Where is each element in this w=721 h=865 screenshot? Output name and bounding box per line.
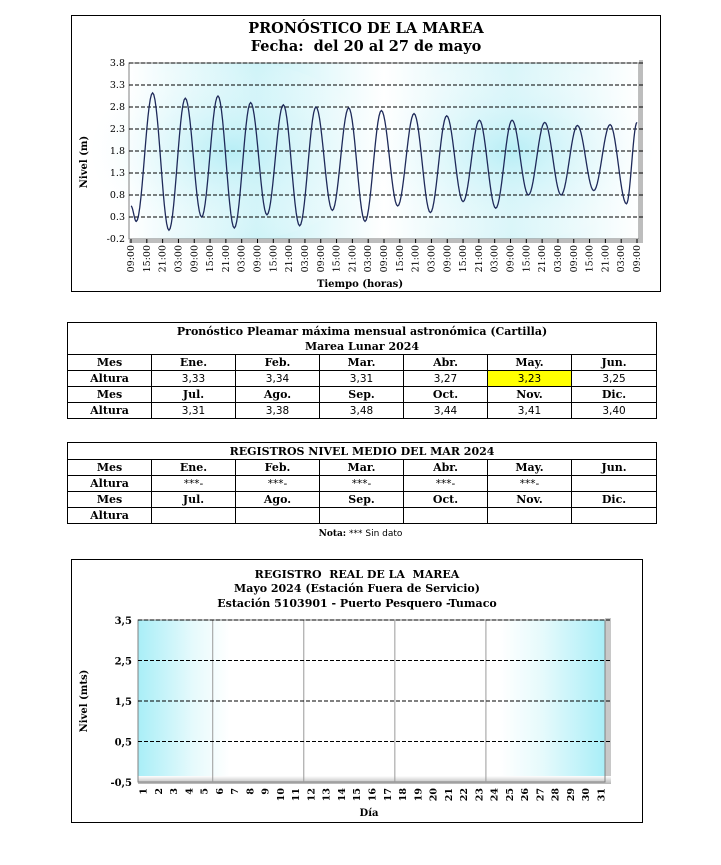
height-cell — [152, 508, 236, 524]
x-tick-label: 16 — [367, 788, 379, 802]
x-tick-label: 6 — [214, 788, 226, 795]
row-label-height: Altura — [68, 476, 152, 492]
x-tick-label: 21:00 — [284, 245, 296, 273]
x-tick-label: 15:00 — [205, 245, 217, 273]
y-tick-label: 0.3 — [109, 212, 125, 223]
month-cell: Jul. — [152, 387, 236, 403]
row-label-month: Mes — [68, 387, 152, 403]
mean-sea-level-table — [67, 442, 657, 524]
x-tick-label: 1 — [138, 788, 150, 795]
row-label-month: Mes — [68, 492, 152, 508]
real-x-axis-label: Día — [359, 808, 379, 819]
y-tick-label: 0.8 — [109, 190, 125, 201]
forecast-plot — [72, 16, 660, 291]
x-tick-label: 15 — [352, 788, 364, 802]
y-tick-label: 1,5 — [114, 697, 132, 708]
month-cell: Feb. — [236, 355, 320, 371]
x-tick-label: 15:00 — [458, 245, 470, 273]
table-row — [68, 371, 657, 387]
y-tick-label: 0,5 — [114, 737, 132, 749]
x-tick-label: 2 — [153, 788, 165, 795]
x-tick-label: 09:00 — [568, 245, 580, 273]
x-tick-label: 21 — [443, 788, 455, 802]
real-y-ticks — [110, 616, 132, 789]
table-row — [68, 476, 657, 492]
month-cell: Abr. — [404, 355, 488, 371]
y-tick-label: 2,5 — [114, 656, 132, 668]
table-row — [68, 403, 657, 419]
table-row — [68, 387, 657, 403]
y-tick-label: -0,5 — [110, 778, 132, 789]
height-cell — [236, 508, 320, 524]
x-tick-label: 09:00 — [126, 245, 137, 273]
x-tick-label: 11 — [291, 788, 303, 802]
forecast-y-axis-label: Nivel (m) — [79, 135, 90, 189]
y-tick-label: 2.3 — [109, 124, 125, 135]
table-note — [0, 529, 721, 539]
y-tick-label: 1.8 — [109, 146, 125, 157]
month-cell: Oct. — [404, 492, 488, 508]
x-tick-label: 18 — [398, 788, 410, 802]
x-tick-label: 21:00 — [157, 245, 169, 273]
height-cell: 3,48 — [320, 403, 404, 419]
height-cell: ***- — [320, 476, 404, 492]
month-cell: Dic. — [572, 387, 657, 403]
month-cell: Mar. — [320, 460, 404, 476]
row-label-height: Altura — [68, 371, 152, 387]
x-tick-label: 03:00 — [299, 245, 311, 273]
month-cell: Dic. — [572, 492, 657, 508]
y-tick-label: 1.3 — [109, 168, 125, 179]
y-tick-label: 3,5 — [114, 616, 132, 627]
month-cell: Jun. — [572, 460, 657, 476]
height-cell: 3,34 — [236, 371, 320, 387]
row-label-height: Altura — [68, 403, 152, 419]
table-row — [68, 460, 657, 476]
month-cell: Feb. — [236, 460, 320, 476]
row-label-month: Mes — [68, 460, 152, 476]
x-tick-label: 19 — [413, 788, 425, 802]
x-tick-label: 17 — [382, 788, 394, 802]
height-cell: 3,31 — [320, 371, 404, 387]
height-cell: 3,44 — [404, 403, 488, 419]
x-tick-label: 10 — [275, 788, 287, 802]
table-row — [68, 492, 657, 508]
x-tick-label: 14 — [336, 788, 348, 802]
real-y-axis-label: Nivel (mts) — [79, 669, 90, 733]
height-cell — [320, 508, 404, 524]
month-cell: Mar. — [320, 355, 404, 371]
monthly-high-subtitle: Marea Lunar 2024 — [68, 339, 657, 355]
x-tick-label: 30 — [581, 788, 593, 802]
tide-forecast-chart — [71, 15, 661, 292]
x-tick-label: 21:00 — [537, 245, 549, 273]
height-cell — [572, 476, 657, 492]
x-tick-label: 09:00 — [252, 245, 264, 273]
height-cell — [572, 508, 657, 524]
x-tick-label: 31 — [596, 788, 608, 802]
y-tick-label: 3.8 — [109, 58, 125, 69]
x-tick-label: 21:00 — [220, 245, 232, 273]
forecast-y-ticks — [107, 58, 125, 245]
real-chart-station: Estación 5103901 - Puerto Pesquero -Tumaco — [217, 597, 497, 610]
x-tick-label: 21:00 — [473, 245, 485, 273]
forecast-x-axis-label: Tiempo (horas) — [316, 279, 404, 290]
x-tick-label: 03:00 — [489, 245, 501, 273]
x-tick-label: 09:00 — [505, 245, 517, 273]
month-cell: Ago. — [236, 387, 320, 403]
x-tick-label: 25 — [504, 788, 516, 802]
height-cell — [404, 508, 488, 524]
height-cell — [488, 508, 572, 524]
x-tick-label: 09:00 — [315, 245, 327, 273]
x-tick-label: 24 — [489, 788, 501, 802]
x-tick-label: 15:00 — [268, 245, 280, 273]
x-tick-label: 9 — [260, 788, 272, 795]
month-cell: Sep. — [320, 387, 404, 403]
x-tick-label: 26 — [520, 788, 532, 802]
plot-floor — [129, 239, 643, 243]
monthly-high-tide-table — [67, 322, 657, 419]
x-tick-label: 03:00 — [552, 245, 564, 273]
month-cell: Jul. — [152, 492, 236, 508]
x-tick-label: 22 — [459, 788, 471, 802]
height-cell: 3,31 — [152, 403, 236, 419]
month-cell: Nov. — [488, 387, 572, 403]
height-cell: 3,25 — [572, 371, 657, 387]
table-row — [68, 508, 657, 524]
month-cell: Jun. — [572, 355, 657, 371]
x-tick-label: 28 — [550, 788, 562, 802]
x-tick-label: 15:00 — [521, 245, 533, 273]
x-tick-label: 15:00 — [141, 245, 153, 273]
real-chart-title: REGISTRO REAL DE LA MAREA — [254, 568, 460, 581]
x-tick-label: 15:00 — [394, 245, 406, 273]
x-tick-label: 09:00 — [379, 245, 390, 273]
x-tick-label: 4 — [184, 788, 196, 795]
x-tick-label: 7 — [230, 788, 242, 795]
month-cell: May. — [488, 355, 572, 371]
real-x-ticks — [139, 788, 608, 802]
row-label-height: Altura — [68, 508, 152, 524]
month-cell: Ago. — [236, 492, 320, 508]
real-tide-chart — [71, 559, 643, 823]
x-tick-label: 27 — [535, 788, 547, 802]
x-tick-label: 20 — [428, 788, 440, 802]
x-tick-label: 03:00 — [616, 245, 628, 273]
table-row — [68, 355, 657, 371]
x-tick-label: 03:00 — [363, 245, 375, 273]
x-tick-label: 21:00 — [410, 245, 422, 273]
x-tick-label: 15:00 — [584, 245, 596, 273]
x-tick-label: 21:00 — [600, 245, 612, 273]
x-tick-label: 23 — [474, 788, 486, 802]
real-tide-plot — [72, 560, 642, 822]
x-tick-label: 3 — [169, 788, 181, 795]
height-cell-current-month: 3,23 — [488, 371, 572, 387]
height-cell: ***- — [404, 476, 488, 492]
height-cell: ***- — [488, 476, 572, 492]
x-tick-label: 09:00 — [442, 245, 454, 273]
forecast-chart-subtitle: Fecha: del 20 al 27 de mayo — [250, 38, 482, 55]
month-cell: Oct. — [404, 387, 488, 403]
plot-floor — [138, 776, 611, 784]
msl-title: REGISTROS NIVEL MEDIO DEL MAR 2024 — [68, 443, 657, 460]
x-tick-label: 8 — [245, 788, 257, 795]
height-cell: ***- — [152, 476, 236, 492]
x-tick-label: 21:00 — [347, 245, 359, 273]
x-tick-label: 12 — [306, 788, 318, 802]
note-text: *** Sin dato — [346, 529, 403, 539]
forecast-x-ticks — [126, 239, 643, 272]
x-tick-label: 09:00 — [632, 245, 643, 273]
x-tick-label: 5 — [199, 788, 211, 795]
note-label: Nota: — [318, 529, 347, 539]
real-chart-subtitle: Mayo 2024 (Estación Fuera de Servicio) — [234, 582, 480, 595]
monthly-high-title: Pronóstico Pleamar máxima mensual astronómica (Cartilla) — [68, 323, 657, 340]
month-cell: Nov. — [488, 492, 572, 508]
x-tick-label: 13 — [321, 788, 333, 802]
height-cell: ***- — [236, 476, 320, 492]
height-cell: 3,38 — [236, 403, 320, 419]
height-cell: 3,33 — [152, 371, 236, 387]
height-cell: 3,40 — [572, 403, 657, 419]
forecast-chart-title: PRONÓSTICO DE LA MAREA — [248, 20, 484, 37]
x-tick-label: 03:00 — [236, 245, 248, 273]
x-tick-label: 15:00 — [331, 245, 343, 273]
row-label-month: Mes — [68, 355, 152, 371]
height-cell: 3,41 — [488, 403, 572, 419]
month-cell: May. — [488, 460, 572, 476]
month-cell: Ene. — [152, 355, 236, 371]
y-tick-label: 2.8 — [109, 102, 125, 113]
x-tick-label: 03:00 — [426, 245, 438, 273]
y-tick-label: 3.3 — [109, 80, 125, 91]
y-tick-label: -0.2 — [106, 234, 125, 245]
month-cell: Abr. — [404, 460, 488, 476]
x-tick-label: 09:00 — [189, 245, 201, 273]
month-cell: Sep. — [320, 492, 404, 508]
height-cell: 3,27 — [404, 371, 488, 387]
x-tick-label: 29 — [565, 788, 577, 802]
month-cell: Ene. — [152, 460, 236, 476]
x-tick-label: 03:00 — [173, 245, 185, 273]
